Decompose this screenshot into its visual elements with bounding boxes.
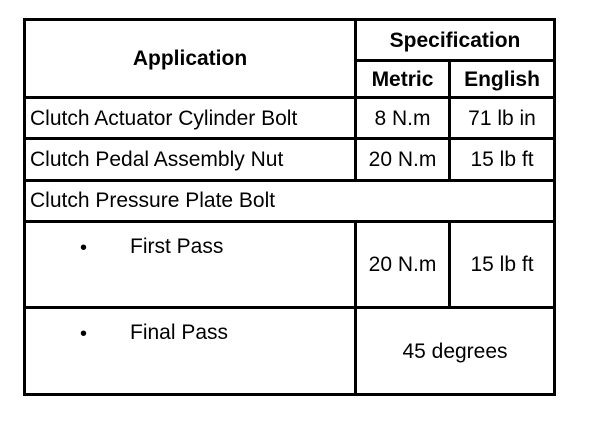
- row-metric: 20 N.m: [356, 139, 450, 180]
- row-application: Clutch Pedal Assembly Nut: [25, 139, 356, 180]
- bullet-icon: •: [80, 236, 88, 259]
- header-application: Application: [25, 20, 356, 98]
- header-metric: Metric: [356, 61, 450, 98]
- pass-metric: 20 N.m: [356, 221, 450, 308]
- table-row: [25, 139, 555, 180]
- table-header-row: [25, 20, 555, 61]
- pass-cell: [25, 308, 356, 395]
- pass-english: 15 lb ft: [450, 221, 555, 308]
- bullet-icon: •: [80, 323, 88, 346]
- row-metric: 8 N.m: [356, 98, 450, 139]
- row-english: 15 lb ft: [450, 139, 555, 180]
- row-english: 71 lb in: [450, 98, 555, 139]
- table-row: [25, 98, 555, 139]
- table-row-final-pass: [25, 308, 555, 395]
- header-specification: Specification: [356, 20, 555, 61]
- torque-spec-table: [23, 18, 556, 396]
- pass-combined-spec: 45 degrees: [356, 308, 555, 395]
- header-english: English: [450, 61, 555, 98]
- table-row: [25, 180, 555, 221]
- pass-label: Final Pass: [130, 321, 229, 345]
- pass-label: First Pass: [130, 234, 224, 258]
- row-application: Clutch Actuator Cylinder Bolt: [25, 98, 356, 139]
- pass-cell: [25, 221, 356, 308]
- row-application: Clutch Pressure Plate Bolt: [25, 180, 555, 221]
- table-row-first-pass: [25, 221, 555, 308]
